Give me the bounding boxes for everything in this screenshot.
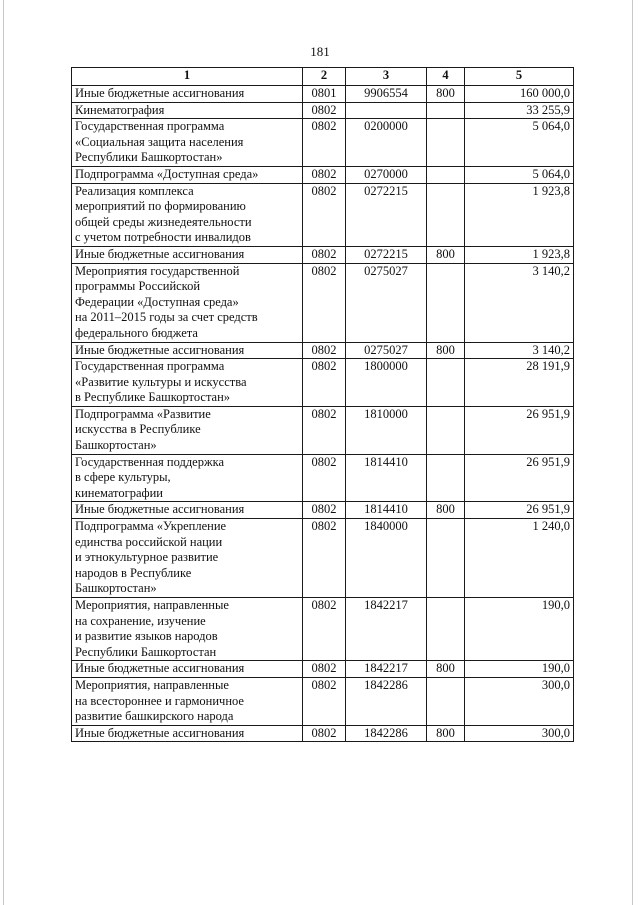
row-target-cell: 0275027 [346, 263, 427, 342]
row-sum-cell: 26 951,9 [465, 502, 574, 519]
row-section-cell: 0802 [303, 102, 346, 119]
row-name-cell: Государственная поддержка в сфере культуры, кинематографии [72, 454, 303, 502]
header-col-5: 5 [465, 68, 574, 86]
row-target-cell: 1814410 [346, 454, 427, 502]
row-section-cell: 0802 [303, 183, 346, 246]
table-row [72, 86, 574, 103]
row-target-cell [346, 102, 427, 119]
row-name-cell: Подпрограмма «Развитие искусства в Республике Башкортостан» [72, 406, 303, 454]
row-name-cell: Мероприятия, направленные на сохранение, изучение и развитие языков народов Республики Башкортостан [72, 598, 303, 661]
row-type-cell [427, 677, 465, 725]
row-section-cell: 0802 [303, 677, 346, 725]
row-name-cell: Иные бюджетные ассигнования [72, 725, 303, 742]
row-name-cell: Мероприятия государственной программы Российской Федерации «Доступная среда» на 2011–2015 годы за счет средств федерального бюджета [72, 263, 303, 342]
table-row [72, 454, 574, 502]
row-section-cell: 0802 [303, 598, 346, 661]
page-number: 181 [310, 44, 330, 59]
row-section-cell: 0802 [303, 502, 346, 519]
row-sum-cell: 1 240,0 [465, 519, 574, 598]
scan-edge-left [3, 0, 4, 905]
row-name-cell: Иные бюджетные ассигнования [72, 342, 303, 359]
header-col-4: 4 [427, 68, 465, 86]
row-section-cell: 0802 [303, 725, 346, 742]
row-target-cell: 1800000 [346, 359, 427, 407]
header-row [72, 68, 574, 86]
row-type-cell [427, 454, 465, 502]
table-row [72, 677, 574, 725]
row-target-cell: 0272215 [346, 183, 427, 246]
row-type-cell [427, 263, 465, 342]
budget-table [71, 67, 574, 742]
row-sum-cell: 300,0 [465, 677, 574, 725]
row-section-cell: 0802 [303, 246, 346, 263]
row-name-cell: Государственная программа «Социальная защита населения Республики Башкортостан» [72, 119, 303, 167]
row-target-cell: 0270000 [346, 166, 427, 183]
row-sum-cell: 1 923,8 [465, 246, 574, 263]
table-row [72, 359, 574, 407]
row-name-cell: Мероприятия, направленные на всестороннее и гармоничное развитие башкирского народа [72, 677, 303, 725]
row-section-cell: 0801 [303, 86, 346, 103]
row-target-cell: 1810000 [346, 406, 427, 454]
row-name-cell: Кинематография [72, 102, 303, 119]
row-type-cell [427, 406, 465, 454]
table-row [72, 406, 574, 454]
row-sum-cell: 5 064,0 [465, 119, 574, 167]
table-row [72, 598, 574, 661]
table-row [72, 166, 574, 183]
row-type-cell [427, 359, 465, 407]
row-target-cell: 1814410 [346, 502, 427, 519]
row-sum-cell: 33 255,9 [465, 102, 574, 119]
row-name-cell: Подпрограмма «Укрепление единства российской нации и этнокультурное развитие народов в Республике Башкортостан» [72, 519, 303, 598]
row-section-cell: 0802 [303, 406, 346, 454]
row-sum-cell: 190,0 [465, 661, 574, 678]
table-row [72, 661, 574, 678]
row-type-cell: 800 [427, 86, 465, 103]
row-type-cell: 800 [427, 725, 465, 742]
table-header [72, 68, 574, 86]
row-name-cell: Государственная программа «Развитие культуры и искусства в Республике Башкортостан» [72, 359, 303, 407]
row-section-cell: 0802 [303, 342, 346, 359]
row-type-cell [427, 183, 465, 246]
table-row [72, 519, 574, 598]
row-type-cell [427, 119, 465, 167]
row-target-cell: 1842286 [346, 725, 427, 742]
row-section-cell: 0802 [303, 119, 346, 167]
row-sum-cell: 300,0 [465, 725, 574, 742]
row-sum-cell: 160 000,0 [465, 86, 574, 103]
row-type-cell: 800 [427, 502, 465, 519]
row-target-cell: 1842286 [346, 677, 427, 725]
row-name-cell: Иные бюджетные ассигнования [72, 502, 303, 519]
row-type-cell: 800 [427, 661, 465, 678]
row-name-cell: Иные бюджетные ассигнования [72, 86, 303, 103]
table-row [72, 263, 574, 342]
row-section-cell: 0802 [303, 661, 346, 678]
header-col-2: 2 [303, 68, 346, 86]
row-type-cell [427, 598, 465, 661]
row-type-cell [427, 519, 465, 598]
row-target-cell: 1842217 [346, 661, 427, 678]
row-name-cell: Иные бюджетные ассигнования [72, 661, 303, 678]
row-section-cell: 0802 [303, 454, 346, 502]
row-sum-cell: 190,0 [465, 598, 574, 661]
row-sum-cell: 5 064,0 [465, 166, 574, 183]
scan-edge-right [632, 0, 633, 905]
row-section-cell: 0802 [303, 263, 346, 342]
row-target-cell: 0272215 [346, 246, 427, 263]
row-type-cell [427, 102, 465, 119]
row-sum-cell: 1 923,8 [465, 183, 574, 246]
table-row [72, 246, 574, 263]
row-target-cell: 1842217 [346, 598, 427, 661]
header-col-3: 3 [346, 68, 427, 86]
row-target-cell: 0200000 [346, 119, 427, 167]
table-body [72, 86, 574, 742]
row-type-cell [427, 166, 465, 183]
table-row [72, 102, 574, 119]
row-section-cell: 0802 [303, 359, 346, 407]
row-sum-cell: 26 951,9 [465, 454, 574, 502]
header-col-1: 1 [72, 68, 303, 86]
row-type-cell: 800 [427, 246, 465, 263]
row-sum-cell: 26 951,9 [465, 406, 574, 454]
row-section-cell: 0802 [303, 166, 346, 183]
row-name-cell: Подпрограмма «Доступная среда» [72, 166, 303, 183]
table-row [72, 119, 574, 167]
row-name-cell: Иные бюджетные ассигнования [72, 246, 303, 263]
row-sum-cell: 28 191,9 [465, 359, 574, 407]
table-row [72, 725, 574, 742]
row-sum-cell: 3 140,2 [465, 263, 574, 342]
table-row [72, 183, 574, 246]
row-type-cell: 800 [427, 342, 465, 359]
table-row [72, 342, 574, 359]
row-name-cell: Реализация комплекса мероприятий по формированию общей среды жизнедеятельности с учетом потребности инвалидов [72, 183, 303, 246]
row-target-cell: 1840000 [346, 519, 427, 598]
row-target-cell: 9906554 [346, 86, 427, 103]
row-target-cell: 0275027 [346, 342, 427, 359]
table-row [72, 502, 574, 519]
row-section-cell: 0802 [303, 519, 346, 598]
row-sum-cell: 3 140,2 [465, 342, 574, 359]
